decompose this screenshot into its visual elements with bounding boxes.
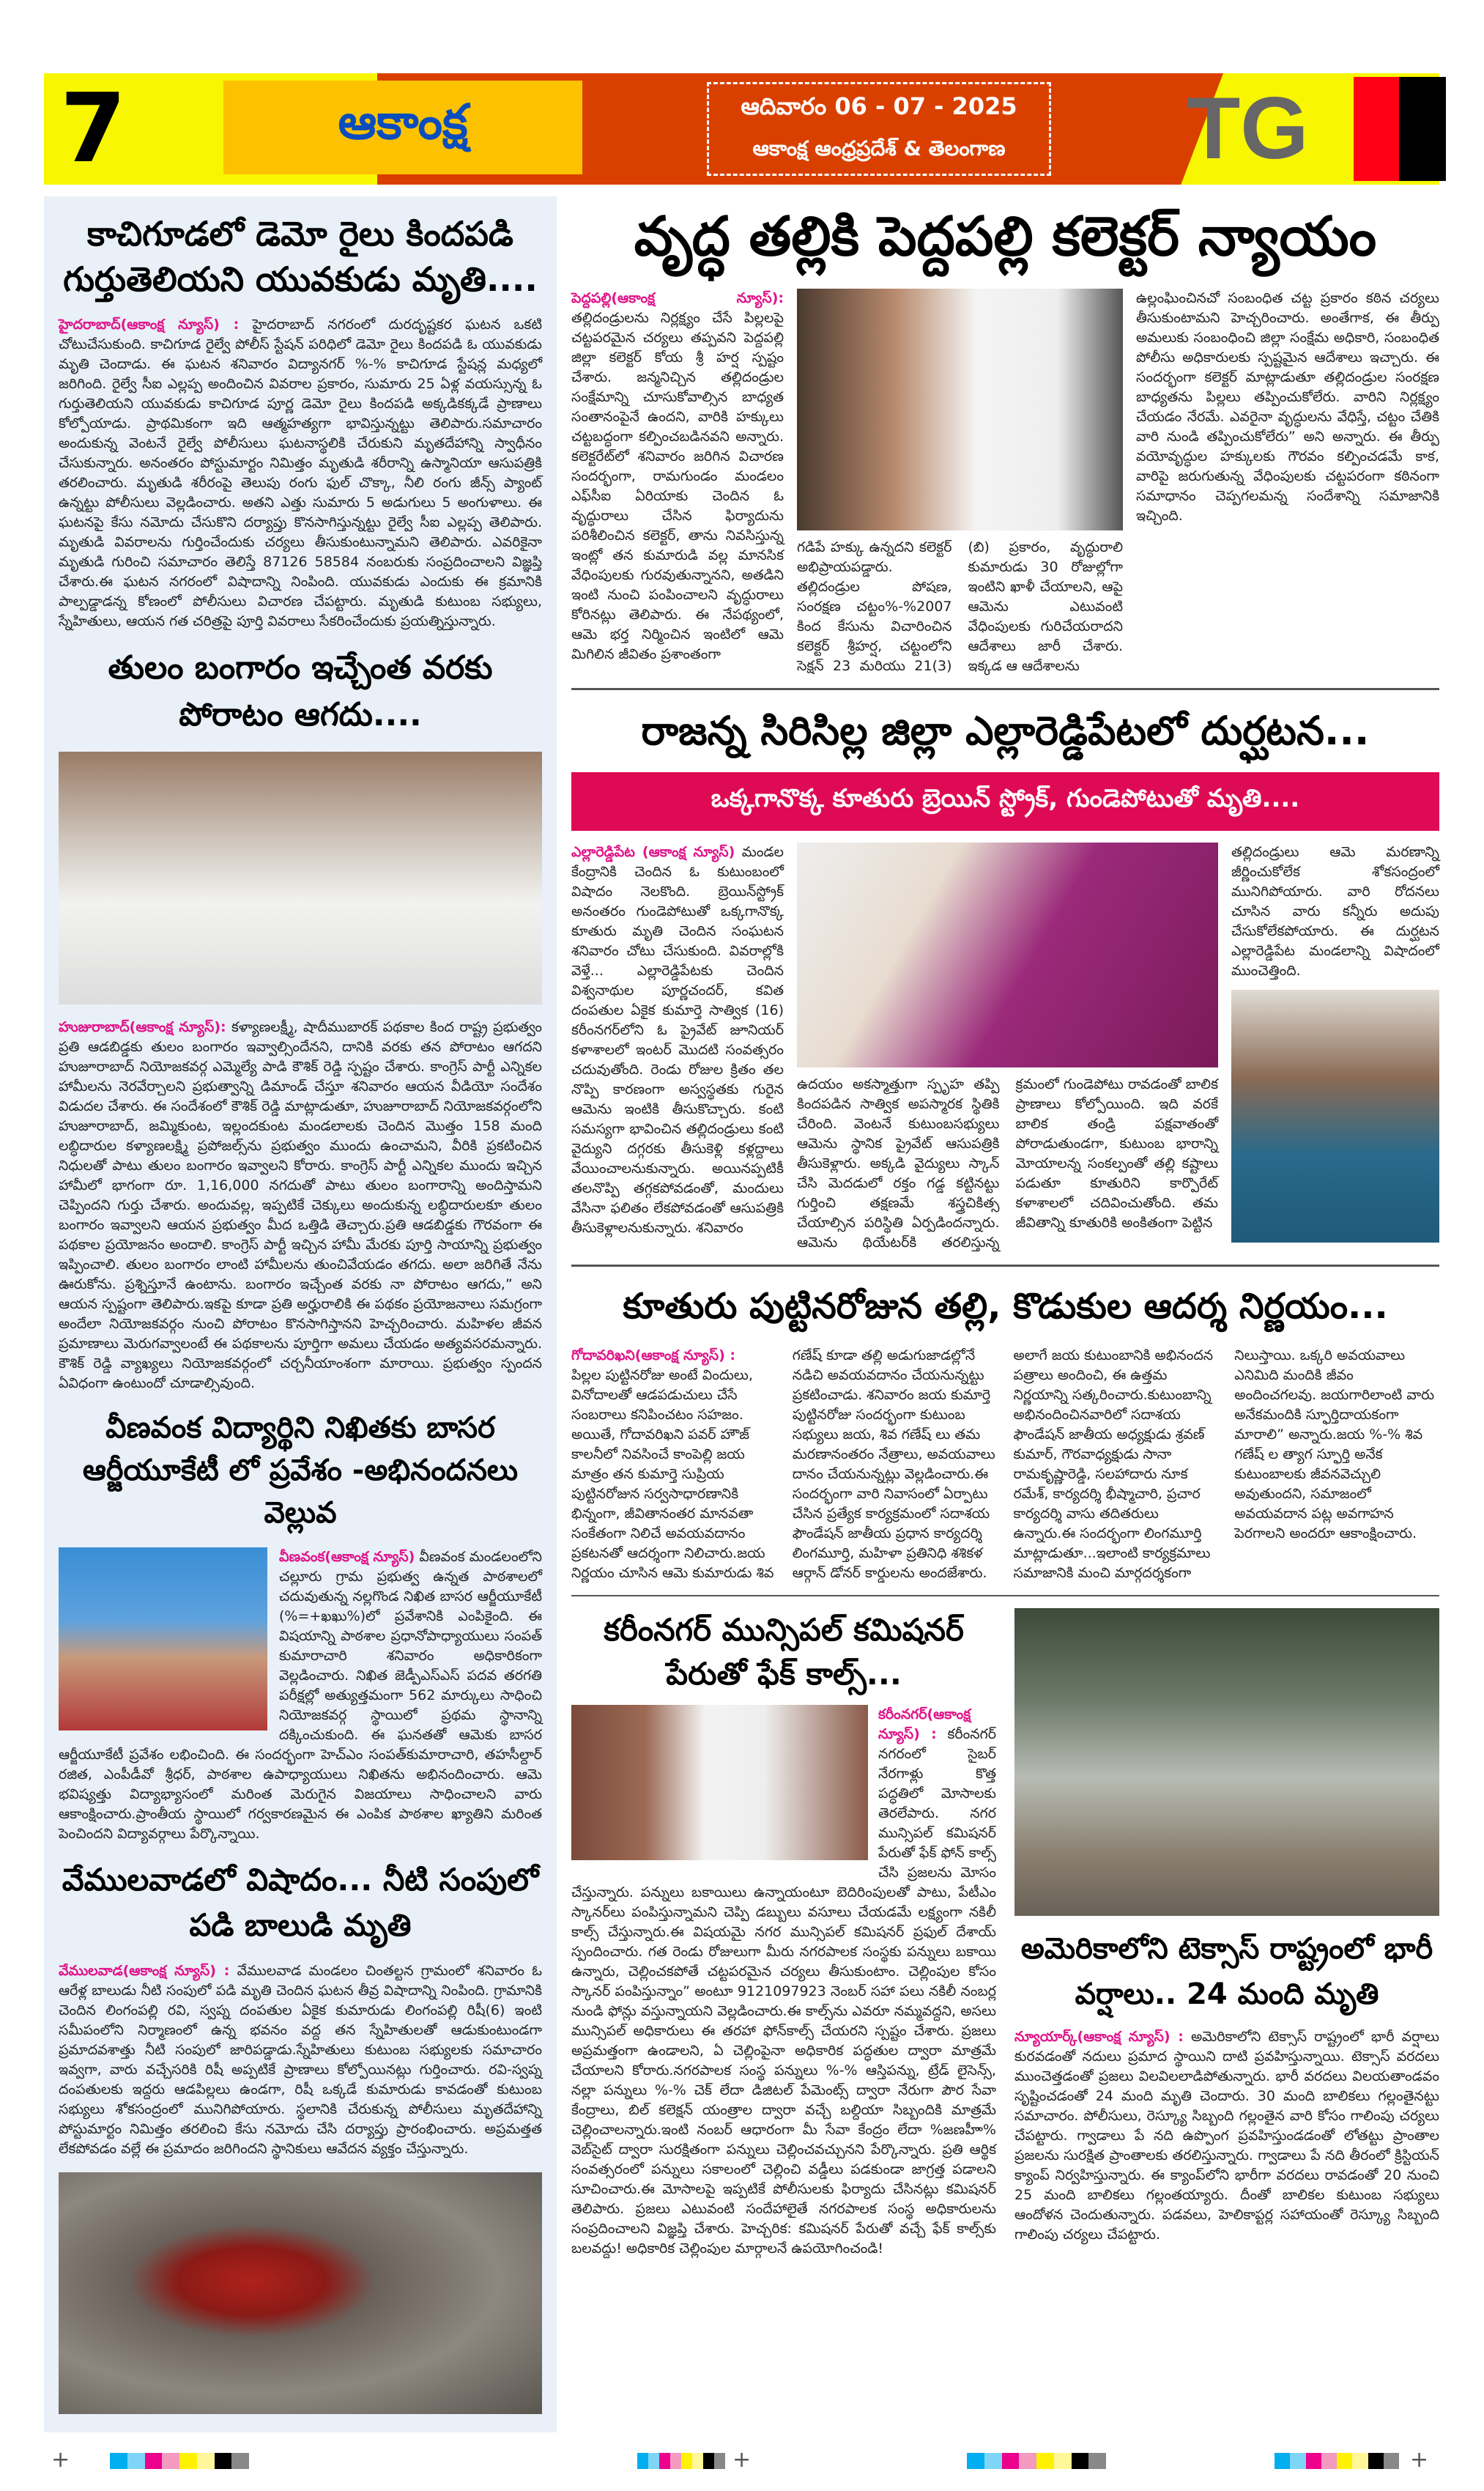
registration-cross-icon: + <box>51 2447 70 2473</box>
state-code: TG <box>1187 79 1309 177</box>
newspaper-logo: ఆకాంక్ష <box>223 81 582 174</box>
color-bar <box>110 2453 249 2469</box>
byline: న్యూయార్క్(ఆకాంక్ష న్యూస్) : <box>1014 2029 1184 2045</box>
subheadline-banner: ఒక్కగానొక్క కూతురు బ్రెయిన్ స్ట్రోక్, గుండెపోటుతో మృతి.... <box>571 772 1439 831</box>
byline: వీణవంక(ఆకాంక్ష న్యూస్) <box>279 1549 415 1565</box>
article-peddapalli-col3: ఉల్లంఘించినచో సంబంధిత చట్ట ప్రకారం కఠిన చర్యలు తీసుకుంటామని హెచ్చరించారు. అంతేగాక, ఈ తీర్పు అమలుకు సంబంధించి జిల్లా సంక్షేమ అధికారి, సంబంధిత పోలీసు అధికారులకు స్పష్టమైన ఆదేశాలు ఇచ్చారు. ఈ సందర్భంగా కలెక్టర్ మాట్లాడుతూ తల్లిదండ్రుల సంరక్షణ బాధ్యతను పిల్లలు తప్పించుకోలేరు. వారిని నిర్లక్ష్యం చేయడం నేరమే. ఎవరైనా వృద్ధులను వేధిస్తే, చట్టం చేతికి వారి నుండి తప్పించుకోలేరు” అని అన్నారు. ఈ తీర్పు వయోవృద్ధుల హక్కులకు గౌరవం కల్పించడమే కాక, వారిపై జరుగుతున్న వేధింపులకు చట్టపరంగా కఠినంగా సమాధానం చెప్పగలమన్న సందేశాన్ని సమాజానికి ఇచ్చింది. <box>1136 290 1439 524</box>
article-peddapalli-middle <box>797 289 1123 676</box>
headline-veenavanka: వీణవంక విద్యార్థిని నిఖితకు బాసర ఆర్జీయూకేటీ లో ప్రవేశం -అభినందనలు వెల్లువ <box>82 1411 519 1530</box>
article-body: వీణవంక మండలంలోని చల్లూరు గ్రామ ప్రభుత్వ ఉన్నత పాఠశాలలో చదువుతున్న నల్లగొండ నిఖిత బాసర ఆర్జీయూకేటీ (%=+ఖఖు%)లో ప్రవేశానికి ఎంపికైంది. ఈ విషయాన్ని పాఠశాల ప్రధానోపాధ్యాయులు సంపత్ కుమారాచారి శనివారం అధికారికంగా వెల్లడించారు. నిఖిత జెడ్పీఎస్ఎస్ పదవ తరగతి పరీక్షల్లో అత్యుత్తమంగా 562 మార్కులు సాధించి నియోజకవర్గ స్థాయిలో ప్రథమ స్థానాన్ని దక్కించుకుంది. ఈ ఘనతతో ఆమెకు బాసర ఆర్జీయూకేటీ ప్రవేశం లభించింది. ఈ సందర్భంగా హెచ్ఎం సంపత్‌కుమారాచారి, తహసీల్దార్ రజిత, ఎంపీడీవో శ్రీధర్, పాఠశాల ఉపాధ్యాయులు నిఖితను అభినందించారు. ఆమె భవిష్యత్తు విద్యాభ్యాసంలో మరింత మెరుగైన విజయాలు సాధించాలని వారు ఆకాంక్షించారు.ప్రాంతీయ స్థాయిలో గర్వకారణమైన ఈ ఎంపిక పాఠశాల ఖ్యాతిని మరింత పెంచిందని విద్యావర్గాలు పేర్కొన్నాయి. <box>59 1549 543 1842</box>
article-godavarikhani <box>571 1346 1439 1583</box>
color-bar <box>967 2453 1106 2469</box>
headline-ellareddypet: రాజన్న సిరిసిల్ల జిల్లా ఎల్లారెడ్డిపేటలో దుర్ఘటన... <box>641 708 1370 754</box>
photo-collector <box>797 289 1123 530</box>
page-number: 7 <box>60 73 127 184</box>
byline: గోదావరిఖని(ఆకాంక్ష న్యూస్) : <box>571 1347 735 1363</box>
registration-cross-icon: + <box>1410 2447 1429 2473</box>
print-marks <box>0 2447 1484 2491</box>
article-veenavanka <box>59 1547 542 1844</box>
color-bar <box>1275 2453 1399 2469</box>
article-ellareddypet-right <box>1231 843 1439 1243</box>
article-peddapalli-col1 <box>571 289 784 665</box>
article-kachiguda <box>59 315 542 632</box>
divider <box>571 1265 1439 1267</box>
article-body: తల్లిదండ్రులను నిర్లక్ష్యం చేసే పిల్లలపై చట్టపరమైన చర్యలు తప్పవని పెద్దపల్లి జిల్లా కలెక్టర్ కోయ శ్రీ హర్ష స్పష్టం చేశారు. జన్మనిచ్చిన తల్లిదండ్రుల సంక్షేమాన్ని చూసుకోవాల్సిన బాధ్యత సంతానంపైనే ఉందని, వారికి హక్కులు చట్టబద్ధంగా కల్పించబడినవని అన్నారు. కలెక్టరేట్‌లో శనివారం జరిగిన విచారణ సందర్భంగా, రామగుండం మండలం ఎఫ్‌సీఐ ఏరియాకు చెందిన ఓ వృద్ధురాలు చేసిన ఫిర్యాదును పరిశీలించిన కలెక్టర్, తాను నివసిస్తున్న ఇంట్లో తన కుమారుడి వల్ల మానసిక వేధింపులకు గురవుతున్నానని, అతడిని ఇంటి నుంచి పంపించాలని వృద్ధురాలు కోరినట్లు తెలిపారు. ఈ నేపథ్యంలో, ఆమె భర్త నిర్మించిన ఇంటిలో ఆమె మిగిలిన జీవితం ప్రశాంతంగా <box>571 310 784 662</box>
page-layout <box>44 0 1439 2432</box>
registration-cross-icon: + <box>732 2447 752 2473</box>
byline: పెద్దపల్లి(ఆకాంక్ష న్యూస్): <box>571 290 784 306</box>
edition-name: ఆకాంక్ష ఆంధ్రప్రదేశ్ & తెలంగాణ <box>752 136 1006 160</box>
article-body: పిల్లల పుట్టినరోజు అంటే విందులు, వినోదాలతో ఆడపడుచులు చేసే సంబరాలు కనిపించటం సహజం. అయితే, గోదావరిఖని పవర్ హౌజ్ కాలనీలో నివసించే కాంపెల్లి జయ మాత్రం తన కుమార్తె సుప్రియ పుట్టినరోజున సర్వసాధారణానికి భిన్నంగా, జీవితానంతర మానవతా సంకేతంగా నిలిచే అవయవదానం ప్రకటనతో ఆదర్శంగా నిలిచారు.జయ నిర్ణయం చూసిన ఆమె కుమారుడు శివ గణేష్ కూడా తల్లి అడుగుజాడల్లోనే నడిచి అవయవదానం చేయనున్నట్టు ప్రకటించాడు. శనివారం జయ కుమార్తె పుట్టినరోజు సందర్భంగా కుటుంబ సభ్యులు జయ, శివ గణేష్ లు తమ మరణానంతరం నేత్రాలు, అవయవాలు దానం చేయనున్నట్లు వెల్లడించారు.ఈ సందర్భంగా వారి నివాసంలో ఏర్పాటు చేసిన ప్రత్యేక కార్యక్రమంలో సదాశయ ఫౌండేషన్ జాతీయ ప్రధాన కార్యదర్శి లింగమూర్తి, మహిళా ప్రతినిధి శశికళ ఆర్గాన్ డోనర్ కార్డులను అందజేశారు. అలాగే జయ కుటుంబానికి అభినందన పత్రాలు అందించి, ఈ ఉత్తమ నిర్ణయాన్ని సత్కరించారు.కుటుంబాన్ని అభినందించినవారిలో సదాశయ ఫౌండేషన్ జాతీయ అధ్యక్షుడు శ్రవణ్ కుమార్, గౌరవాధ్యక్షుడు సానా రామకృష్ణారెడ్డి, సలహాదారు నూక రమేశ్, కార్యదర్శి భీష్మాచారి, ప్రచార కార్యదర్శి వాసు తదితరులు ఉన్నారు.ఈ సందర్భంగా లింగమూర్తి మాట్లాడుతూ...ఇలాంటి కార్యక్రమాలు సమాజానికి మంచి మార్గదర్శకంగా నిలుస్తాయి. ఒక్కరి అవయవాలు ఎనిమిది మందికి జీవం అందించగలవు. జయగారిలాంటి వారు అనేకమందికి స్ఫూర్తిదాయకంగా మారాలి” అన్నారు.జయ %-% శివ గణేష్ ల త్యాగ స్ఫూర్తి అనేక కుటుంబాలకు జీవనవెచ్చులి అవుతుందని, సమాజంలో అవయవదాన పట్ల అవగాహన పెరగాలని అందరూ ఆకాంక్షించారు. <box>571 1347 1435 1581</box>
photo-boy <box>1231 990 1439 1243</box>
article-texas-block <box>1014 1608 1439 2245</box>
article-tulam <box>59 1018 542 1393</box>
article-body: వేములవాడ మండలం చింతల్టన గ్రామంలో శనివారం ఓ ఆరేళ్ల బాలుడు నీటి సంపులో పడి మృతి చెందిన ఘటన తీవ్ర విషాదాన్ని నింపింది. గ్రామానికి చెందిన లింగంపల్లి రవి, స్వప్న దంపతుల ఏకైక కుమారుడు లింగంపల్లి రిషీ(6) ఇంటి సమీపంలోని నిర్మాణంలో ఉన్న భవనం వద్ద తన స్నేహితులతో ఆడుకుంటుండగా ప్రమాదవశాత్తు నీటి సంపులో జారిపడ్డాడు.స్నేహితులు కుటుంబ సభ్యులకు సమాచారం ఇవ్వగా, వారు వచ్చేసరికి రిషీ అప్పటికే ప్రాణాలు కోల్పోయినట్లు గుర్తించారు. రవి-స్వప్న దంపతులకు ఇద్దరు ఆడపిల్లలు ఉండగా, రిషీ ఒక్కడే కుమారుడు కావడంతో కుటుంబ సభ్యులు శోకసంద్రంలో మునిగిపోయారు. స్థలానికి చేరుకున్న పోలీసులు మృతదేహాన్ని పోస్టుమార్టం నిమిత్తం తరలించి కేసు నమోదు చేసి దర్యాప్తు ప్రారంభించారు. అప్రమత్తత లేకపోవడం వల్లే ఈ ప్రమాదం జరిగిందని స్థానికులు ఆవేదన వ్యక్తం చేస్తున్నారు. <box>59 1963 542 2157</box>
headline-karimnagar: కరీంనగర్ మున్సిపల్ కమిషనర్ పేరుతో ఫేక్ కాల్స్... <box>604 1612 964 1692</box>
photo-handprint <box>59 2172 542 2414</box>
article-vemulawada <box>59 1961 542 2159</box>
main-column <box>571 196 1439 2259</box>
article-peddapalli-col2: గడిపే హక్కు ఉన్నదని కలెక్టర్ అభిప్రాయపడ్డారు. తల్లిదండ్రుల పోషణ, సంరక్షణ చట్టం%-%2007 కింద కేసును విచారించిన కలెక్టర్ శ్రీహర్ష, చట్టంలోని సెక్షన్ 23 మరియు 21(3)(బి) ప్రకారం, వృద్ధురాలి కుమారుడు 30 రోజుల్లోగా ఇంటిని ఖాళీ చేయాలని, ఆపై ఆమెను ఎటువంటి వేధింపులకు గురిచేయరాదని ఆదేశాలు జారీ చేశారు. ఇక్కడ ఆ ఆదేశాలను <box>797 539 1123 674</box>
left-column <box>44 196 557 2432</box>
article-body: అమెరికాలోని టెక్సాస్ రాష్ట్రంలో భారీ వర్షాలు కురవడంతో నదులు ప్రమాద స్థాయిని దాటి ప్రవహిస్తున్నాయి. టెక్సాస్ వరదలు ముంచెత్తడంతో ప్రజలు విలవిలలాడిపోతున్నారు. భారీ వరదలు విలయతాండవం సృష్టించడంతో 24 మంది మృతి చెందారు. 30 మంది బాలికలు గల్లంతైనట్టు సమాచారం. పోలీసులు, రెస్క్యూ సిబ్బంది గల్లంతైన వారి కోసం గాలింపు చర్యలు చేపట్టారు. గ్వాడాలు పే నది ఉప్పొంగ ప్రవహిస్తుండడంతో లోతట్టు ప్రాంతాల ప్రజలను సురక్షిత ప్రాంతాలకు తరలిస్తున్నారు. గ్వాడాలు పే నది తీరంలో క్రిస్టియన్ క్యాంప్ నిర్వహిస్తున్నారు. ఈ క్యాంప్‌లోని భారీగా వరదలు రావడంతో 20 నుంచి 25 మంది బాలికలు గల్లంతయ్యారు. దీంతో బాలికల కుటుంబ సభ్యులు ఆందోళన చెందుతున్నారు. పడవలు, హెలికాప్టర్ల సహాయంతో రెస్క్యూ సిబ్బంది గాలింపు చర్యలు చేపట్టారు. <box>1014 2029 1439 2243</box>
photo-girl <box>797 843 1218 1067</box>
color-bar <box>637 2453 725 2469</box>
photo-commissioner <box>571 1705 868 1860</box>
article-ellareddypet-middle <box>797 843 1218 1253</box>
byline: వేములవాడ(ఆకాంక్ష న్యూస్) : <box>59 1963 230 1979</box>
headline-peddapalli: వృద్ధ తల్లికి పెద్దపల్లి కలెక్టర్ న్యాయం <box>634 205 1377 268</box>
headline-texas: అమెరికాలోని టెక్సాస్ రాష్ట్రంలో భారీ వర్షాలు.. 24 మంది మృతి <box>1020 1932 1433 2011</box>
headline-vemulawada: వేములవాడలో విషాదం... నీటి సంపులో పడి బాలుడి మృతి <box>62 1862 539 1943</box>
article-texas <box>1014 2027 1439 2245</box>
issue-date: ఆదివారం 06 - 07 - 2025 <box>741 92 1017 120</box>
article-ellareddypet-col2: ఉదయం అకస్మాత్తుగా స్పృహ తప్పి కిందపడిన సాత్విక అపస్మారక స్థితికి చేరింది. వెంటనే కుటుంబసభ్యులు ఆమెను స్థానిక ప్రైవేట్ ఆసుపత్రికి తీసుకెళ్లారు. అక్కడి వైద్యులు స్కాన్ చేసి మెదడులో రక్తం గడ్డ కట్టినట్టు గుర్తించి తక్షణమే శస్త్రచికిత్స చేయాల్సిన పరిస్థితి ఏర్పడిందన్నారు. ఆమెను థియేటర్‌కి తరలిస్తున్న క్రమంలో గుండెపోటు రావడంతో బాలిక ప్రాణాలు కోల్పోయింది. ఇది వరకే బాలిక తండ్రి పక్షవాతంతో పోరాడుతుండగా, కుటుంబ భారాన్ని మోయాలన్న సంకల్పంతో తల్లి కష్టాలు పడుతూ కూతురిని కార్పొరేట్ కళాశాలలో చదివించుతోంది. తమ జీవితాన్ని కూతురికి అంకితంగా పెట్టిన <box>797 1076 1218 1251</box>
article-body: మండల కేంద్రానికి చెందిన ఓ కుటుంబంలో విషాదం నెలకొంది. బ్రెయిన్‌స్ట్రోక్ అనంతరం గుండెపోటుతో ఒక్కగానొక్క కూతురు మృతి చెందిన సంఘటన శనివారం చోటు చేసుకుంది. వివరాల్లోకి వెళ్తే... ఎల్లారెడ్డిపేటకు చెందిన విశ్వనాథుల పూర్ణచందర్, కవిత దంపతుల ఏకైక కుమార్తె సాత్విక (16) కరీంనగర్‌లోని ఓ ప్రైవేట్ జూనియర్ కళాశాలలో ఇంటర్ మొదటి సంవత్సరం చదువుతోంది. రెండు రోజుల క్రితం తల నొప్పి కారణంగా అస్వస్థతకు గురైన ఆమెను ఇంటికి తీసుకొచ్చారు. కంటి సమస్యగా భావించిన తల్లిదండ్రులు కంటి వైద్యుని దగ్గరకు తీసుకెళ్లి కళ్లద్దాలు వేయించాలనుకున్నారు. అయినప్పటికీ తలనొప్పి తగ్గకపోవడంతో, మందులు వేసినా ఫలితం లేకపోవడంతో ఆసుపత్రికి తీసుకెళ్లాలనుకున్నారు. శనివారం <box>571 844 784 1236</box>
byline: హైదరాబాద్(ఆకాంక్ష న్యూస్) : <box>59 317 240 333</box>
article-ellareddypet <box>571 843 1439 1253</box>
article-karimnagar-block <box>571 1608 996 2259</box>
article-karimnagar <box>571 1705 996 2259</box>
headline-kachiguda: కాచిగూడలో డెమో రైలు కిందపడి గుర్తుతెలియని యువకుడు మృతి.... <box>63 214 538 299</box>
photo-mla <box>59 752 542 1004</box>
photo-flood <box>1014 1608 1439 1916</box>
headline-godavarikhani: కూతురు పుట్టినరోజున తల్లి, కొడుకుల ఆదర్శ నిర్ణయం... <box>623 1286 1388 1327</box>
byline: కరీంనగర్(ఆకాంక్ష న్యూస్) : <box>878 1706 971 1742</box>
byline: హుజురాబాద్(ఆకాంక్ష న్యూస్): <box>59 1019 226 1035</box>
article-body: కళ్యాణలక్ష్మీ, షాదీముబారక్ పథకాల కింద రాష్ట్ర ప్రభుత్వం ప్రతి ఆడబిడ్డకు తులం బంగారం ఇవ్వాల్సిందేనని, దానికి వరకు తన పోరాటం ఆగదని హుజూరాబాద్ నియోజకవర్గ ఎమ్మెల్యే పాడి కౌశిక్ రెడ్డి స్పష్టం చేశారు. కాంగ్రెస్ పార్టీ ఎన్నికల హామీలను నెరవేర్చాలని ప్రభుత్వాన్ని డిమాండ్ చేస్తూ శనివారం ఆయన వీడియో సందేశం విడుదల చేశారు. ఈ సందేశంలో కౌశిక్ రెడ్డి మాట్లాడుతూ, హుజూరాబాద్ నియోజకవర్గంలోని హుజూరాబాద్, జమ్మికుంట, ఇల్లందకుంట మండలాలకు చెందిన మొత్తం 158 మంది లబ్ధిదారుల కళ్యాణలక్ష్మి ప్రపోజల్స్‌ను ప్రభుత్వం ముందు ఉంచామని, వీరికి ప్రకటించిన నిధులతో పాటు తులం బంగారం ఇవ్వాలని కోరారు. కాంగ్రెస్ పార్టీ ఎన్నికల ముందు ఇచ్చిన హామీలో భాగంగా రూ. 1,16,000 నగదుతో పాటు తులం బంగారాన్ని అందిస్తామని చెప్పిందని గుర్తు చేశారు. అందువల్ల, ఇప్పటికే చెక్కులు అందుకున్న లబ్ధిదారులకూ తులం బంగారం ఇవ్వాలని ఆయన ప్రభుత్వం మీద ఒత్తిడి తెచ్చారు.ప్రతి ఆడబిడ్డకు గౌరవంగా ఈ పథకాల ప్రయోజనం అందాలి. కాంగ్రెస్ పార్టీ ఇచ్చిన హామీ మేరకు పూర్తి సాయాన్ని ప్రభుత్వం ఇప్పించాలి. తులం బంగారం లాంటి హామీలను తుంచివేయడం తగదు. అలా జరిగితే నేను ఊరుకోను. ప్రశ్నిస్తూనే ఉంటాను. బంగారం ఇచ్చేంత వరకు నా పోరాటం ఆగదు,” అని ఆయన స్పష్టంగా తెలిపారు.ఇకపై కూడా ప్రతి అర్హురాలికి ఈ పథకం ప్రయోజనాలు సమగ్రంగా అందేలా నియోజకవర్గం నుంచి పోరాటం కొనసాగిస్తానని హెచ్చరించారు. మహిళల జీవన ప్రమాణాలు మెరుగవ్వాలంటే ఈ పథకాలను పూర్తిగా అమలు చేయడం అత్యవసరమన్నారు. కౌశిక్ రెడ్డి వ్యాఖ్యలు నియోజకవర్గంలో చర్చనీయాంశంగా మారాయి. ప్రభుత్వం స్పందన ఏవిధంగా ఉంటుందో చూడాల్సివుంది. <box>59 1019 543 1391</box>
article-ellareddypet-col3: తల్లిదండ్రులు ఆమె మరణాన్ని జీర్ణించుకోలేక శోకసంద్రంలో మునిగిపోయారు. వారి రోదనలు చూసిన వారు కన్నీరు అదుపు చేసుకోలేకపోయారు. ఈ దుర్ఘటన ఎల్లారెడ్డిపేట మండలాన్ని విషాదంలో ముంచెత్తింది. <box>1231 844 1439 979</box>
bottom-row <box>571 1608 1439 2259</box>
article-body: హైదరాబాద్ నగరంలో దురదృష్టకర ఘటన ఒకటి చోటుచేసుకుంది. కాచిగూడ రైల్వే పోలీస్ స్టేషన్ పరిధిలో డెమో రైలు కిందపడి ఓ యువకుడు మృతి చెందాడు. ఈ ఘటన శనివారం విద్యానగర్ %-% కాచిగూడ స్టేషన్ల మధ్యలో జరిగింది. రైల్వే సీఐ ఎల్లప్ప అందించిన వివరాల ప్రకారం, సుమారు 25 ఏళ్ల వయస్సున్న ఓ గుర్తుతెలియని యువకుడు కాచిగూడ పూర్ణ డెమో రైలు కిందపడి అక్కడికక్కడే ప్రాణాలు కోల్పోయాడు. ప్రాథమికంగా ఇది ఆత్మహత్యగా భావిస్తున్నట్టు తెలిపారు.సమాచారం అందుకున్న వెంటనే రైల్వే పోలీసులు ఘటనాస్థలికి చేరుకుని మృతదేహాన్ని స్వాధీనం చేసుకున్నారు. అనంతరం పోస్టుమార్టం నిమిత్తం మృతుడి శరీరాన్ని ఉస్మానియా ఆసుపత్రికి తరలించారు. మృతుడి శరీరంపై తెలుపు రంగు ఫుల్ చొక్కా, నీలి రంగు జీన్స్ ప్యాంట్ ఉన్నట్టు పోలీసులు వెల్లడించారు. అతని ఎత్తు సుమారు 5 అడుగులు 5 అంగుళాలు. ఈ ఘటనపై కేసు నమోదు చేసుకొని దర్యాప్తు కొనసాగిస్తున్నట్టు రైల్వే సీఐ ఎల్లప్ప తెలిపారు. మృతుడి వివరాలను గుర్తించేందుకు చర్యలు తీసుకుంటున్నామని తెలిపారు. ఎవరికైనా మృతుడి గురించి సమాచారం తెలిస్తే 87126 58584 నంబరుకు సంప్రదించాలని విజ్ఞప్తి చేశారు.ఈ ఘటన నగరంలో విషాదాన్ని నింపింది. యువకుడు ఎందుకు ఈ క్రమానికి పాల్పడ్డాడన్న కోణంలో పోలీసులు విచారణ చేపట్టారు. మృతుడి కుటుంబ సభ్యులు, స్నేహితులు, ఆయన గత చరిత్రపై పూర్తి వివరాలు సేకరించేందుకు ప్రయత్నిస్తున్నారు. <box>59 317 542 629</box>
article-ellareddypet-col1 <box>571 843 784 1238</box>
divider <box>571 688 1439 690</box>
headline-tulam: తులం బంగారం ఇచ్చేంత వరకు పోరాటం ఆగదు.... <box>108 649 493 733</box>
photo-student <box>59 1547 267 1731</box>
article-peddapalli <box>571 289 1439 676</box>
byline: ఎల్లారెడ్డిపేట (ఆకాంక్ష న్యూస్) <box>571 844 735 860</box>
article-body: ప్రజలను మోసం చేస్తున్నారు. పన్నులు బకాయిలు ఉన్నాయంటూ బెదిరింపులతో పాటు, పేటీఎం స్కానర్‌లు పంపిస్తున్నామని చెప్పి డబ్బులు వసూలు చేయడమే లక్ష్యంగా నకిలీ కాల్స్ చేస్తున్నారు.ఈ విషయమై నగర మున్సిపల్ కమిషనర్ ప్రఫుల్ దేశాయ్ స్పందించారు. గత రెండు రోజులుగా మీరు నగరపాలక సంస్థకు పన్నులు బకాయి ఉన్నారు, చెల్లించకపోతే చట్టపరమైన చర్యలు తీసుకుంటాం. చెల్లింపుల కోసం స్కానర్ పంపిస్తున్నాం” అంటూ 9121097923 నెంబర్ సహా పలు నకిలీ నంబర్ల నుండి ఫోన్లు వస్తున్నాయని వెల్లడించారు.ఈ కాల్స్‌ను ఎవరూ నమ్మవద్దని, అసలు మున్సిపల్ అధికారులు ఈ తరహా ఫోన్‌కాల్స్ చేయరని స్పష్టం చేశారు. ప్రజలు అప్రమత్తంగా ఉండాలని, ఏ చెల్లింపైనా అధికారిక పద్ధతుల ద్వారా మాత్రమే చేయాలని కోరారు.నగరపాలక సంస్థ పన్నులు %-% ఆస్తిపన్ను, ట్రేడ్ లైసెన్స్, నల్లా పన్నులు %-% చెక్ లేదా డిజిటల్ పేమెంట్స్ ద్వారా నేరుగా పౌర సేవా కేంద్రాలు, బిల్ కలెక్షన్ యంత్రాల ద్వారా వచ్చే బల్దియా సిబ్బందికి మాత్రమే చెల్లించాలన్నారు.ఇంటి నంబర్ ఆధారంగా మీ సేవా కేంద్రం లేదా %జణహీా% వెబ్‌సైట్ ద్వారా సురక్షితంగా పన్నులు చెల్లించవచ్చునని పేర్కొన్నారు. ప్రతి ఆర్థిక సంవత్సరంలో పన్నులు సకాలంలో చెల్లించి వడ్డీలు పడకుండా జాగ్రత్త పడాలని సూచించారు.ఈ మోసాలపై ఇప్పటికే పోలీసులకు ఫిర్యాదు చేసినట్లు కమిషనర్ తెలిపారు. ప్రజలు ఎటువంటి సందేహాలైతే నగరపాలక సంస్థ అధికారులను సంప్రదించాలని విజ్ఞప్తి చేశారు. హెచ్చరిక: కమిషనర్ పేరుతో వచ్చే ఫేక్ కాల్స్‌కు బలవద్దు! అధికారిక చెల్లింపుల మార్గాలనే ఉపయోగించండి! <box>571 1865 997 2257</box>
article-karimnagar-lead: కరీంనగర్ నగరంలో సైబర్ నేరగాళ్లు కొత్త పద్ధతిలో మోసాలకు తెరలేపారు. నగర మున్సిపల్ కమిషనర్ పేరుతో ఫేక్ ఫోన్ కాల్స్ చేసి <box>878 1726 996 1881</box>
divider <box>571 1595 1439 1596</box>
